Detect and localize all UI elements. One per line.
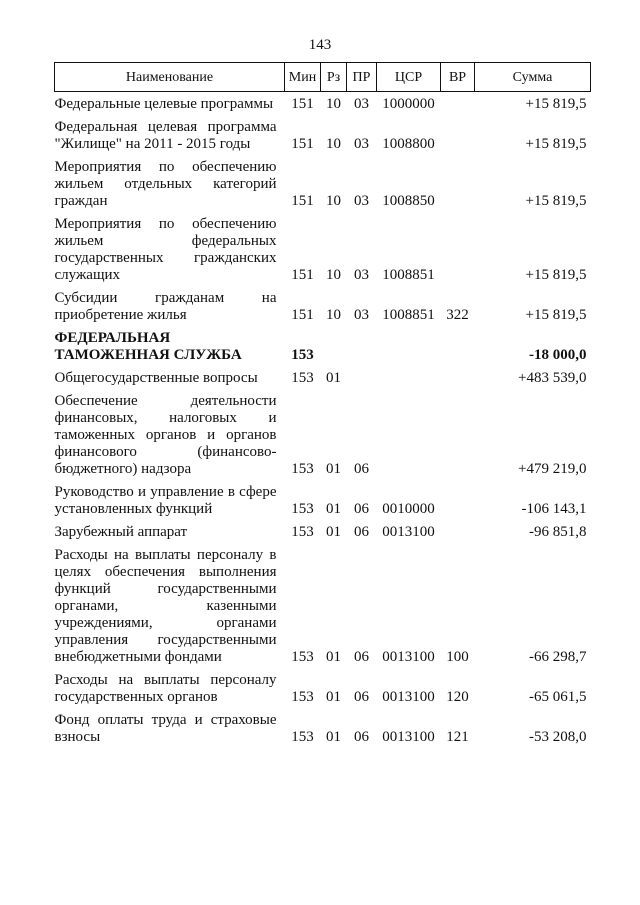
cell-vr: [441, 210, 475, 284]
col-header-rz: Рз: [321, 63, 347, 92]
cell-name: Зарубежный аппарат: [54, 524, 188, 540]
cell-min: 153: [291, 649, 314, 665]
cell-vr: 100: [446, 649, 469, 665]
cell-min: 153: [291, 689, 314, 705]
cell-min: 153: [291, 461, 314, 477]
col-header-sum: Сумма: [475, 63, 591, 92]
cell-vr: [441, 153, 475, 210]
cell-min: 153: [291, 370, 314, 386]
cell-rz: 01: [326, 729, 341, 745]
table-body: [55, 92, 591, 747]
cell-vr: [441, 113, 475, 153]
cell-sum: -96 851,8: [529, 524, 587, 540]
col-header-pr: ПР: [347, 63, 377, 92]
table-row: [55, 324, 591, 364]
cell-pr: [347, 364, 377, 387]
cell-sum: +483 539,0: [518, 370, 587, 386]
cell-sum: -106 143,1: [521, 501, 587, 517]
cell-name: Мероприятия по обеспечению жильем отдельных категорий граждан: [54, 159, 277, 209]
cell-name: Обеспечение деятельности финансовых, налоговых и таможенных органов и органов финансового (финансово-бюджетного) надзора: [54, 393, 277, 477]
table-row: [55, 113, 591, 153]
table-row: [55, 210, 591, 284]
cell-pr: 06: [354, 649, 369, 665]
cell-name: Расходы на выплаты персоналу в целях обеспечения выполнения функций государственными органами, казенными учреждениями, органами управления государственными внебюджетными фондами: [54, 547, 277, 665]
cell-pr: 06: [354, 524, 369, 540]
cell-name: Расходы на выплаты персоналу государственных органов: [54, 672, 277, 705]
cell-rz: 01: [326, 524, 341, 540]
cell-sum: -53 208,0: [529, 729, 587, 745]
cell-csr: 0010000: [382, 501, 435, 517]
cell-name: Федеральная целевая программа "Жилище" на 2011 - 2015 годы: [54, 119, 277, 152]
cell-sum: +479 219,0: [518, 461, 587, 477]
cell-min: 153: [291, 524, 314, 540]
cell-sum: -18 000,0: [529, 347, 587, 363]
cell-rz: 10: [326, 96, 341, 112]
cell-csr: 1008851: [382, 307, 435, 323]
table-row: [55, 284, 591, 324]
cell-sum: +15 819,5: [525, 307, 587, 323]
cell-vr: [441, 387, 475, 478]
cell-min: 151: [291, 136, 314, 152]
cell-vr: 322: [446, 307, 469, 323]
cell-vr: [441, 478, 475, 518]
col-header-vr: ВР: [441, 63, 475, 92]
cell-name: Федеральные целевые программы: [54, 96, 274, 112]
cell-name: ФЕДЕРАЛЬНАЯ ТАМОЖЕННАЯ СЛУЖБА: [54, 330, 242, 363]
cell-pr: 03: [354, 193, 369, 209]
cell-min: 153: [291, 501, 314, 517]
cell-csr: 1008800: [382, 136, 435, 152]
cell-name: Общегосударственные вопросы: [54, 370, 258, 386]
cell-csr: 1000000: [382, 96, 435, 112]
cell-min: 151: [291, 307, 314, 323]
cell-rz: 01: [326, 689, 341, 705]
cell-csr: [377, 324, 441, 364]
table-row: [55, 478, 591, 518]
cell-vr: [441, 324, 475, 364]
cell-vr: [441, 92, 475, 114]
cell-csr: 1008850: [382, 193, 435, 209]
cell-vr: [441, 518, 475, 541]
cell-rz: 01: [326, 501, 341, 517]
cell-min: 151: [291, 193, 314, 209]
cell-rz: 01: [326, 370, 341, 386]
col-header-name: Наименование: [55, 63, 285, 92]
cell-pr: 06: [354, 461, 369, 477]
cell-csr: 0013100: [382, 729, 435, 745]
cell-pr: 03: [354, 136, 369, 152]
cell-csr: [377, 364, 441, 387]
cell-sum: +15 819,5: [525, 96, 587, 112]
table-row: [55, 541, 591, 666]
cell-csr: 0013100: [382, 689, 435, 705]
table-row: [55, 364, 591, 387]
cell-sum: -66 298,7: [529, 649, 587, 665]
table-row: [55, 153, 591, 210]
cell-rz: [321, 324, 347, 364]
cell-rz: 10: [326, 267, 341, 283]
budget-table: [54, 62, 591, 746]
cell-name: Руководство и управление в сфере установленных функций: [54, 484, 277, 517]
cell-sum: -65 061,5: [529, 689, 587, 705]
table-row: [55, 518, 591, 541]
cell-rz: 01: [326, 461, 341, 477]
cell-pr: 03: [354, 267, 369, 283]
cell-vr: 120: [446, 689, 469, 705]
table-row: [55, 92, 591, 114]
cell-pr: 03: [354, 307, 369, 323]
cell-rz: 01: [326, 649, 341, 665]
table-row: [55, 706, 591, 746]
cell-csr: 0013100: [382, 524, 435, 540]
cell-sum: +15 819,5: [525, 193, 587, 209]
cell-min: 151: [291, 267, 314, 283]
table-row: [55, 387, 591, 478]
cell-rz: 10: [326, 136, 341, 152]
cell-rz: 10: [326, 193, 341, 209]
cell-csr: 1008851: [382, 267, 435, 283]
cell-pr: [347, 324, 377, 364]
cell-pr: 06: [354, 689, 369, 705]
cell-pr: 06: [354, 729, 369, 745]
cell-vr: 121: [446, 729, 469, 745]
cell-pr: 06: [354, 501, 369, 517]
cell-min: 151: [291, 96, 314, 112]
cell-vr: [441, 364, 475, 387]
cell-min: 153: [291, 347, 314, 363]
cell-rz: 10: [326, 307, 341, 323]
col-header-min: Мин: [285, 63, 321, 92]
cell-csr: 0013100: [382, 649, 435, 665]
cell-sum: +15 819,5: [525, 267, 587, 283]
cell-sum: +15 819,5: [525, 136, 587, 152]
table-row: [55, 666, 591, 706]
cell-name: Фонд оплаты труда и страховые взносы: [54, 712, 277, 745]
cell-csr: [377, 387, 441, 478]
table-header-row: [55, 63, 591, 92]
cell-min: 153: [291, 729, 314, 745]
page-number: 143: [308, 37, 332, 53]
cell-pr: 03: [354, 96, 369, 112]
col-header-csr: ЦСР: [377, 63, 441, 92]
cell-name: Субсидии гражданам на приобретение жилья: [54, 290, 277, 323]
cell-name: Мероприятия по обеспечению жильем федеральных государственных гражданских служащих: [54, 216, 277, 283]
